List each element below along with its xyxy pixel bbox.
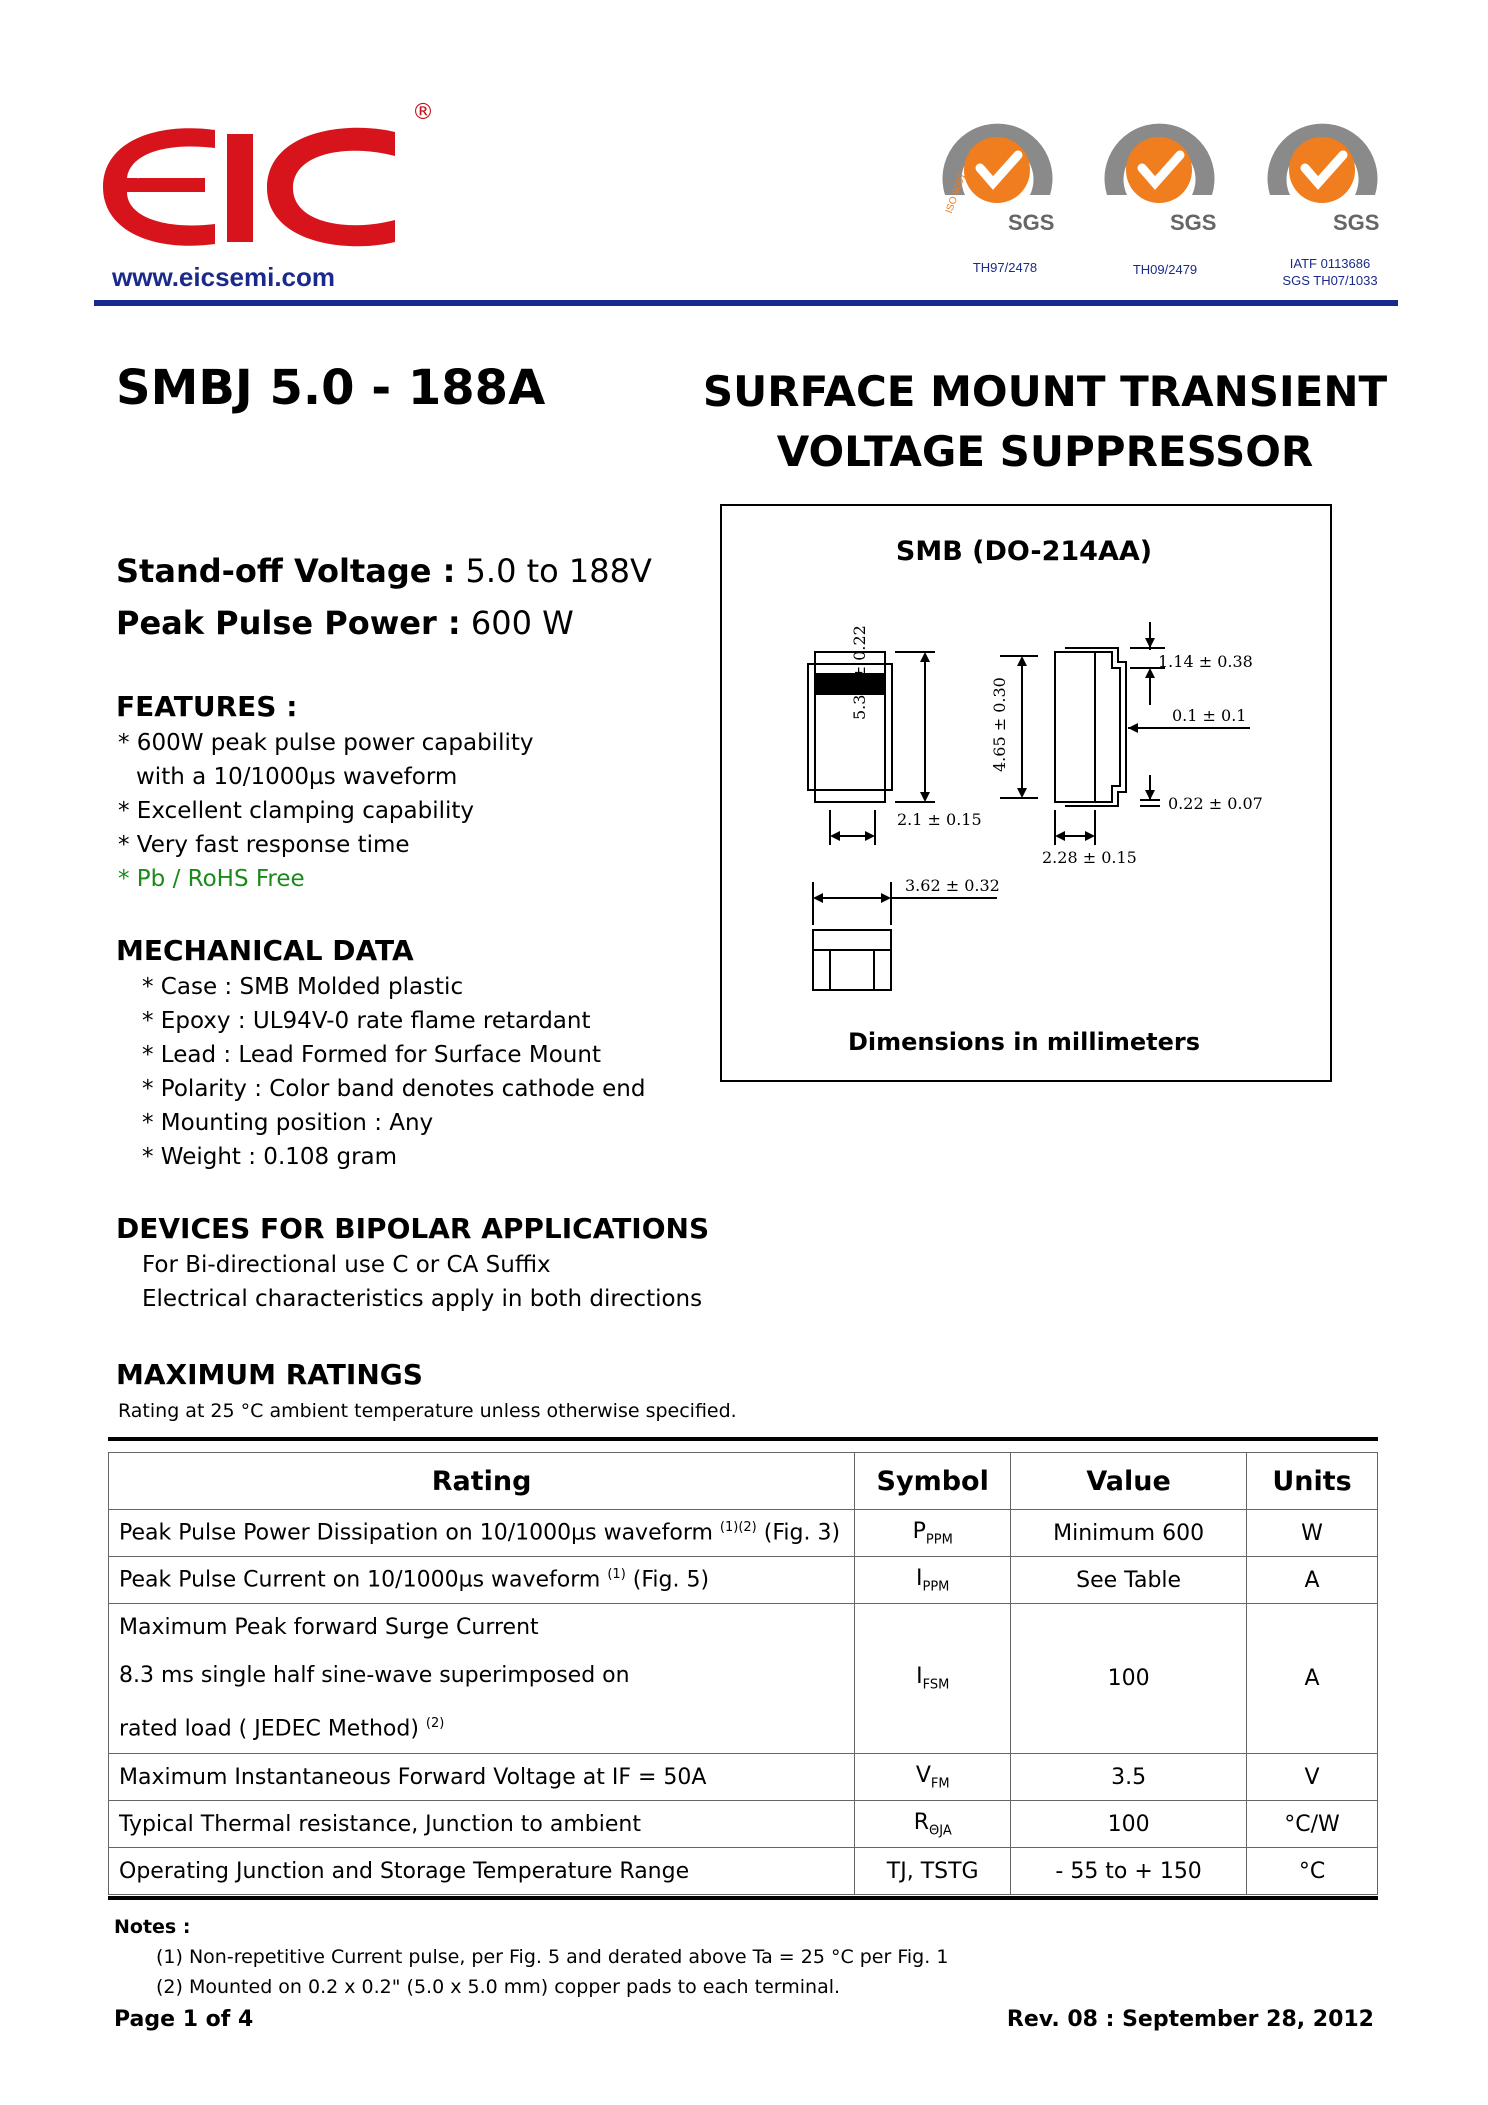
header-divider	[94, 300, 1398, 306]
list-item: * 600W peak pulse power capability	[118, 730, 534, 756]
rating-text-l2: 8.3 ms single half sine-wave superimposed on	[119, 1663, 630, 1688]
power-value: 600 W	[470, 604, 574, 642]
dim-2-1: 2.1 ± 0.15	[897, 810, 982, 829]
registered-mark: ®	[412, 100, 434, 125]
list-item: Electrical characteristics apply in both directions	[142, 1286, 703, 1312]
ratings-heading: MAXIMUM RATINGS	[116, 1358, 423, 1391]
list-item: * Polarity : Color band denotes cathode end	[142, 1076, 646, 1102]
note-item: (2) Mounted on 0.2 x 0.2" (5.0 x 5.0 mm) copper pads to each terminal.	[156, 1976, 841, 1998]
rating-text: Operating Junction and Storage Temperature Range	[109, 1848, 855, 1895]
bipolar-list	[142, 1248, 702, 1316]
package-title: SMB (DO-214AA)	[895, 536, 1153, 567]
unit-cell: A	[1247, 1604, 1378, 1754]
note-item: (1) Non-repetitive Current pulse, per Fig. 5 and derated above Ta = 25 °C per Fig. 1	[156, 1946, 949, 1968]
value-cell: See Table	[1011, 1557, 1247, 1604]
svg-text:ISO 9001: ISO 9001	[943, 171, 969, 216]
product-title-line2: VOLTAGE SUPPRESSOR	[776, 427, 1314, 476]
sgs-cert-icon	[930, 105, 1065, 240]
cert-badge-isots16949	[1255, 105, 1390, 240]
value-cell: 3.5	[1011, 1754, 1247, 1801]
part-number: SMBJ 5.0 - 188A	[116, 360, 546, 416]
ratings-note: Rating at 25 °C ambient temperature unless otherwise specified.	[118, 1400, 737, 1422]
rating-text-l1: Maximum Peak forward Surge Current	[119, 1615, 539, 1640]
list-item: For Bi-directional use C or CA Suffix	[142, 1252, 551, 1278]
list-item: * Epoxy : UL94V-0 rate flame retardant	[142, 1008, 591, 1034]
unit-cell: °C	[1247, 1848, 1378, 1895]
rating-text-l3: rated load ( JEDEC Method)	[119, 1716, 419, 1742]
value-cell: Minimum 600	[1011, 1510, 1247, 1557]
list-item: * Weight : 0.108 gram	[142, 1144, 398, 1170]
list-item: * Excellent clamping capability	[118, 798, 475, 824]
standoff-label: Stand-off Voltage :	[116, 552, 456, 590]
table-row	[109, 1848, 1378, 1895]
rating-ref: (2)	[425, 1716, 445, 1731]
col-rating: Rating	[109, 1453, 855, 1510]
ratings-table	[108, 1452, 1378, 1895]
svg-text:SGS: SGS	[1333, 210, 1380, 235]
value-cell: 100	[1011, 1604, 1247, 1754]
table-row	[109, 1557, 1378, 1604]
list-item: with a 10/1000µs waveform	[136, 764, 458, 790]
rating-ref: (1)	[607, 1567, 626, 1583]
dim-1-14: 1.14 ± 0.38	[1158, 652, 1253, 671]
symbol-text: P	[912, 1518, 926, 1544]
bipolar-heading: DEVICES FOR BIPOLAR APPLICATIONS	[116, 1212, 710, 1245]
rating-text: Peak Pulse Power Dissipation on 10/1000µs waveform	[119, 1520, 713, 1546]
standoff-value: 5.0 to 188V	[465, 552, 652, 590]
eic-logo	[95, 112, 435, 262]
symbol-sub: PPM	[922, 1579, 950, 1595]
symbol-text: V	[915, 1763, 931, 1789]
peak-pulse-power	[116, 596, 574, 650]
symbol-text: I	[916, 1565, 923, 1591]
cert-code-3b: SGS TH07/1033	[1282, 273, 1378, 288]
table-row	[109, 1510, 1378, 1557]
cert-badge-iso14001	[1092, 105, 1227, 240]
rating-text: Peak Pulse Current on 10/1000µs waveform	[119, 1567, 601, 1593]
website-link[interactable]: www.eicsemi.com	[112, 262, 336, 292]
dim-0-1: 0.1 ± 0.1	[1172, 706, 1247, 725]
rating-fig: (Fig. 5)	[632, 1567, 710, 1593]
svg-text:SGS: SGS	[1008, 210, 1055, 235]
list-item: * Lead : Lead Formed for Surface Mount	[142, 1042, 601, 1068]
notes-block	[114, 1912, 948, 2002]
sgs-cert-icon	[1092, 105, 1227, 240]
unit-cell: V	[1247, 1754, 1378, 1801]
symbol-sub: ΘJA	[928, 1823, 952, 1839]
power-label: Peak Pulse Power :	[116, 604, 461, 642]
svg-text:SGS: SGS	[1170, 210, 1217, 235]
dim-2-28: 2.28 ± 0.15	[1042, 848, 1137, 867]
col-units: Units	[1247, 1453, 1378, 1510]
rating-ref: (1)(2)	[719, 1520, 757, 1536]
rating-fig: (Fig. 3)	[763, 1520, 841, 1546]
cert-badge-iso9001	[930, 105, 1065, 240]
features-list	[118, 726, 533, 896]
sgs-cert-icon	[1255, 105, 1390, 240]
cert-code-1: TH97/2478	[972, 260, 1038, 275]
symbol-text: R	[913, 1810, 929, 1836]
product-title	[680, 362, 1410, 482]
symbol-text: TJ, TSTG	[855, 1848, 1011, 1895]
page-number: Page 1 of 4	[114, 2007, 254, 2032]
ratings-bottom-rule	[108, 1896, 1378, 1900]
cert-code-2: TH09/2479	[1132, 262, 1198, 277]
ratings-top-rule	[108, 1437, 1378, 1441]
symbol-sub: FSM	[922, 1677, 950, 1693]
unit-cell: A	[1247, 1557, 1378, 1604]
dim-0-22: 0.22 ± 0.07	[1168, 794, 1263, 813]
rating-text: Maximum Instantaneous Forward Voltage at IF = 50A	[109, 1754, 855, 1801]
mechanical-heading: MECHANICAL DATA	[116, 934, 414, 967]
revision-date: Rev. 08 : September 28, 2012	[1006, 2007, 1374, 2032]
value-cell: - 55 to + 150	[1011, 1848, 1247, 1895]
table-row	[109, 1754, 1378, 1801]
list-item: * Case : SMB Molded plastic	[142, 974, 464, 1000]
dimensions-caption: Dimensions in millimeters	[848, 1028, 1200, 1056]
product-title-line1: SURFACE MOUNT TRANSIENT	[702, 367, 1388, 416]
symbol-text: I	[916, 1664, 923, 1690]
symbol-sub: PPM	[925, 1532, 953, 1548]
list-item: * Very fast response time	[118, 832, 410, 858]
unit-cell: W	[1247, 1510, 1378, 1557]
symbol-sub: FM	[930, 1776, 950, 1792]
table-header-row	[109, 1453, 1378, 1510]
table-row	[109, 1801, 1378, 1848]
eic-logo-mark	[95, 112, 435, 262]
dim-3-62: 3.62 ± 0.32	[905, 876, 1000, 895]
notes-heading: Notes :	[114, 1916, 191, 1938]
mechanical-list	[142, 970, 645, 1174]
rohs-item: * Pb / RoHS Free	[118, 866, 305, 892]
cert-code-3a: IATF 0113686	[1289, 256, 1371, 271]
value-cell: 100	[1011, 1801, 1247, 1848]
dim-5-30: 5.30 ± 0.22	[850, 625, 869, 720]
rating-text: Typical Thermal resistance, Junction to ambient	[109, 1801, 855, 1848]
standoff-voltage	[116, 544, 652, 598]
features-heading: FEATURES :	[116, 690, 298, 723]
col-value: Value	[1011, 1453, 1247, 1510]
table-row	[109, 1604, 1378, 1754]
dim-4-65: 4.65 ± 0.30	[990, 677, 1009, 772]
col-symbol: Symbol	[855, 1453, 1011, 1510]
list-item: * Mounting position : Any	[142, 1110, 434, 1136]
unit-cell: °C/W	[1247, 1801, 1378, 1848]
